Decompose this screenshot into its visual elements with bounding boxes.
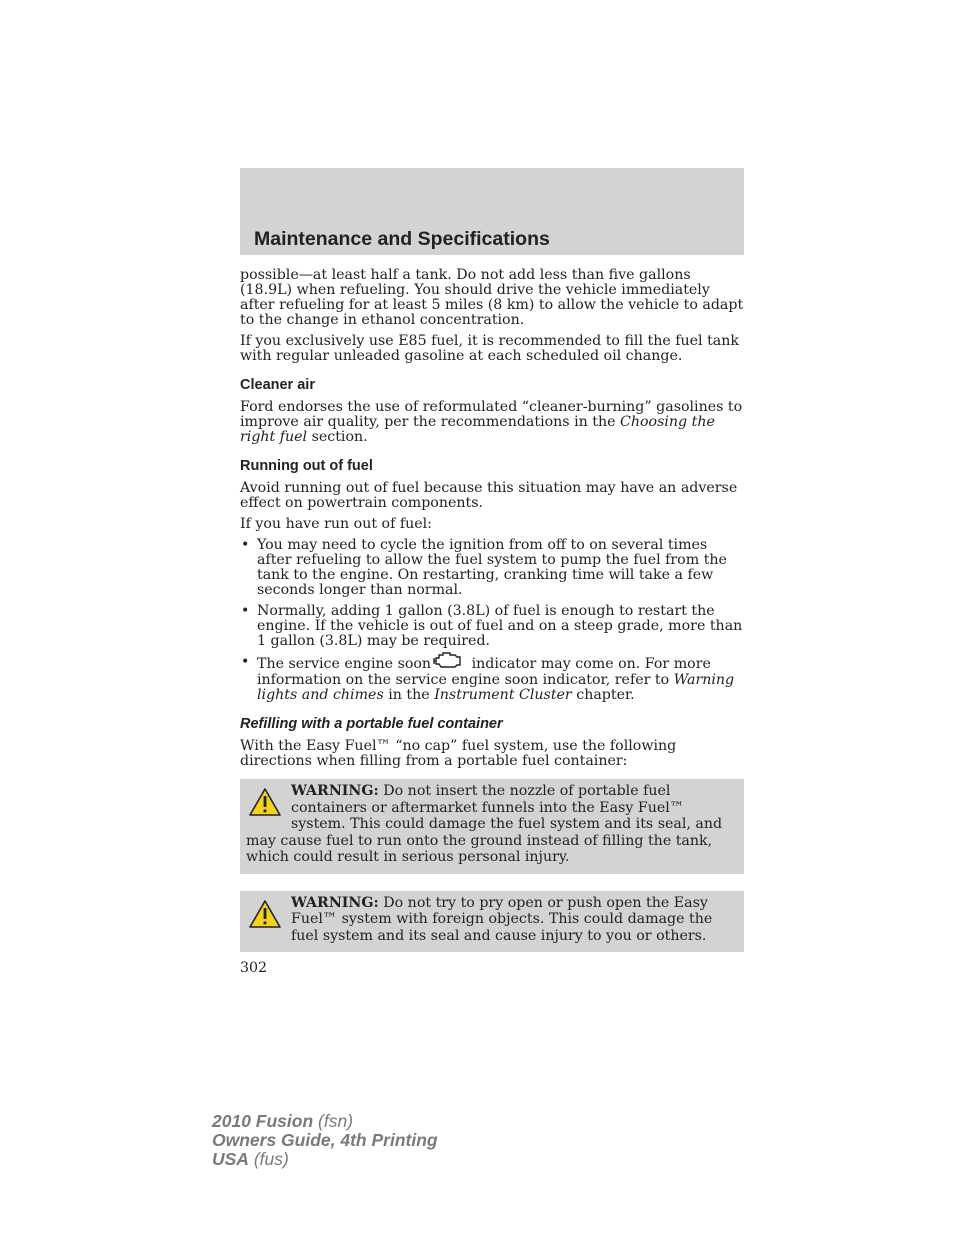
cleaner-air-paragraph	[240, 400, 744, 445]
cleaner-air-text: Ford endorses the use of reformulated “cleaner-burning” gasolines to improve air quality, per the recommendations in the	[240, 399, 743, 430]
running-out-list	[240, 538, 744, 703]
cleaner-air-text-end: section.	[307, 429, 368, 445]
list-item	[240, 655, 744, 703]
footer-market-code: (fus)	[248, 1149, 289, 1169]
list-item	[240, 604, 744, 649]
list-item-text: The service engine soon	[257, 656, 432, 672]
choosing-fuel-reference: Choosing the right fuel	[240, 414, 715, 445]
warning-text: Do not try to pry open or push open the Easy Fuel™ system with foreign objects. This could damage the fuel system and its seal and cause injury to you or others.	[291, 894, 713, 944]
bullet: •	[241, 537, 250, 553]
bullet: •	[241, 603, 250, 619]
warning-triangle-icon	[248, 899, 282, 929]
instrument-cluster-reference: Instrument Cluster	[434, 687, 572, 703]
refilling-heading: Refilling with a portable fuel container	[240, 716, 503, 732]
intro-paragraph-1: possible—at least half a tank. Do not add less than five gallons (18.9L) when refueling. You should drive the vehicle immediately after refueling for at least 5 miles (8 km) to allow the vehicle to adapt to the change in ethanol concentration.	[240, 267, 744, 328]
list-item-text-cont: indicator may come on. For more information on the service engine soon indicator, refer to	[257, 656, 711, 688]
footer-model: 2010 Fusion	[212, 1111, 314, 1131]
section-title: Maintenance and Specifications	[254, 228, 550, 250]
list-item-text: You may need to cycle the ignition from off to on several times after refueling to allow the fuel system to pump the fuel from the tank to the engine. On restarting, cranking time will take a few seconds longer than normal.	[257, 537, 727, 598]
footer-imprint	[212, 1112, 438, 1169]
page-number: 302	[240, 960, 268, 976]
list-item	[240, 538, 744, 598]
warning-box	[240, 891, 744, 953]
warning-text: Do not insert the nozzle of portable fuel containers or aftermarket funnels into the Easy Fuel™ system. This could damage the fuel system and its seal, and may cause fuel to run onto the ground instead of filling the tank, which could result in serious personal injury.	[246, 783, 723, 865]
warning-label: WARNING:	[291, 894, 379, 911]
list-item-text-cont2: in the	[383, 687, 435, 703]
footer-market: USA	[212, 1149, 249, 1169]
cleaner-air-heading: Cleaner air	[240, 377, 315, 393]
footer-line-3	[212, 1150, 438, 1169]
footer-line-2	[212, 1131, 438, 1150]
intro-paragraph-2: If you exclusively use E85 fuel, it is recommended to fill the fuel tank with regular unleaded gasoline at each scheduled oil change.	[240, 333, 739, 364]
refilling-paragraph: With the Easy Fuel™ “no cap” fuel system, use the following directions when filling from a portable fuel container:	[240, 738, 677, 769]
running-out-heading: Running out of fuel	[240, 458, 373, 474]
footer-guide: Owners Guide, 4th Printing	[212, 1130, 438, 1150]
list-item-text-end: chapter.	[571, 687, 635, 703]
warning-triangle-icon	[248, 787, 282, 817]
list-item-text: Normally, adding 1 gallon (3.8L) of fuel is enough to restart the engine. If the vehicle is out of fuel and on a steep grade, more than 1 gallon (3.8L) may be required.	[257, 603, 743, 649]
check-engine-icon	[433, 651, 463, 673]
bullet: •	[241, 654, 250, 670]
page-content	[240, 268, 744, 952]
section-header-band	[240, 168, 744, 255]
warning-box	[240, 779, 744, 874]
footer-line-1	[212, 1112, 438, 1131]
footer-model-code: (fsn)	[313, 1111, 354, 1131]
running-out-paragraph-1: Avoid running out of fuel because this situation may have an adverse effect on powertrain components.	[240, 480, 738, 511]
running-out-paragraph-2: If you have run out of fuel:	[240, 516, 432, 532]
warning-label: WARNING:	[291, 783, 379, 799]
warning-lights-reference: Warning lights and chimes	[257, 672, 735, 703]
